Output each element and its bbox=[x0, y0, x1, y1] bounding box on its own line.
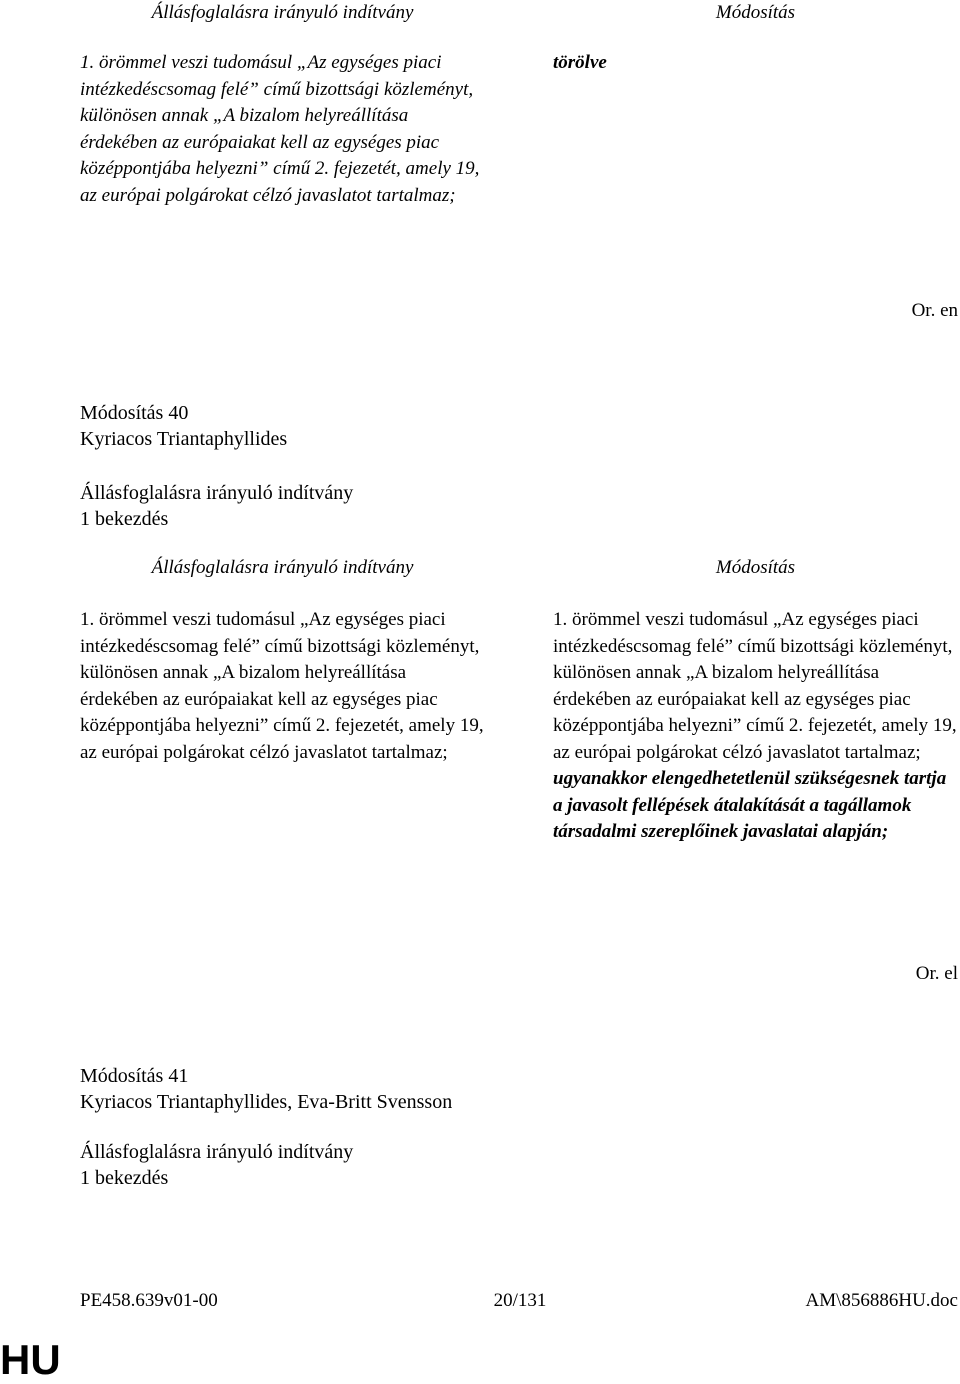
deleted-marker: törölve bbox=[553, 52, 607, 73]
left-column-header: Állásfoglalásra irányuló indítvány bbox=[151, 2, 414, 23]
right-column-header: Módosítás bbox=[715, 2, 796, 23]
origin-language: Or. en bbox=[911, 300, 958, 321]
amendment-title: Módosítás 41 bbox=[80, 1065, 189, 1087]
right-column-header: Módosítás bbox=[715, 557, 796, 578]
amendment-paragraph: 1 bekezdés bbox=[80, 1167, 169, 1189]
original-text: 1. örömmel veszi tudomásul „Az egységes piaci intézkedéscsomag felé” című bizottsági közleményt, különösen annak „A bizalom helyreállítása érdekében az európaiakat kell az egységes piac középpontjába helyezni” című 2. fejezetét, amely 19, az európai polgárokat célzó javaslatot tartalmaz; bbox=[80, 609, 484, 763]
amendment-section: Állásfoglalásra irányuló indítvány bbox=[80, 1141, 354, 1163]
original-text: 1. örömmel veszi tudomásul „Az egységes piaci intézkedéscsomag felé” című bizottsági közleményt, különösen annak „A bizalom helyreállítása érdekében az európaiakat kell az egységes piac középpontjába helyezni” című 2. fejezetét, amely 19, az európai polgárokat célzó javaslatot tartalmaz; bbox=[80, 52, 480, 206]
amendment-title: Módosítás 40 bbox=[80, 402, 189, 424]
amendment-author: Kyriacos Triantaphyllides bbox=[80, 428, 288, 450]
footer-doc-ref: PE458.639v01-00 bbox=[80, 1290, 218, 1311]
amendment-paragraph: 1 bekezdés bbox=[80, 508, 169, 530]
footer-page-number: 20/131 bbox=[493, 1290, 547, 1311]
left-column-header: Állásfoglalásra irányuló indítvány bbox=[151, 557, 414, 578]
amendment-section: Állásfoglalásra irányuló indítvány bbox=[80, 482, 354, 504]
amended-text bbox=[553, 607, 958, 846]
amendment-author: Kyriacos Triantaphyllides, Eva-Britt Svensson bbox=[80, 1091, 453, 1113]
language-code: HU bbox=[0, 1336, 61, 1383]
amended-text-added: ugyanakkor elengedhetetlenül szükségesnek tartja a javasolt fellépések átalakítását a tagállamok társadalmi szereplőinek javaslatai alapján; bbox=[553, 768, 947, 842]
amended-text-base: 1. örömmel veszi tudomásul „Az egységes piaci intézkedéscsomag felé” című bizottsági közleményt, különösen annak „A bizalom helyreállítása érdekében az európaiakat kell az egységes piac középpontjába helyezni” című 2. fejezetét, amely 19, az európai polgárokat célzó javaslatot tartalmaz; bbox=[553, 609, 957, 763]
origin-language: Or. el bbox=[915, 963, 958, 984]
footer-file-name: AM\856886HU.doc bbox=[805, 1290, 958, 1311]
